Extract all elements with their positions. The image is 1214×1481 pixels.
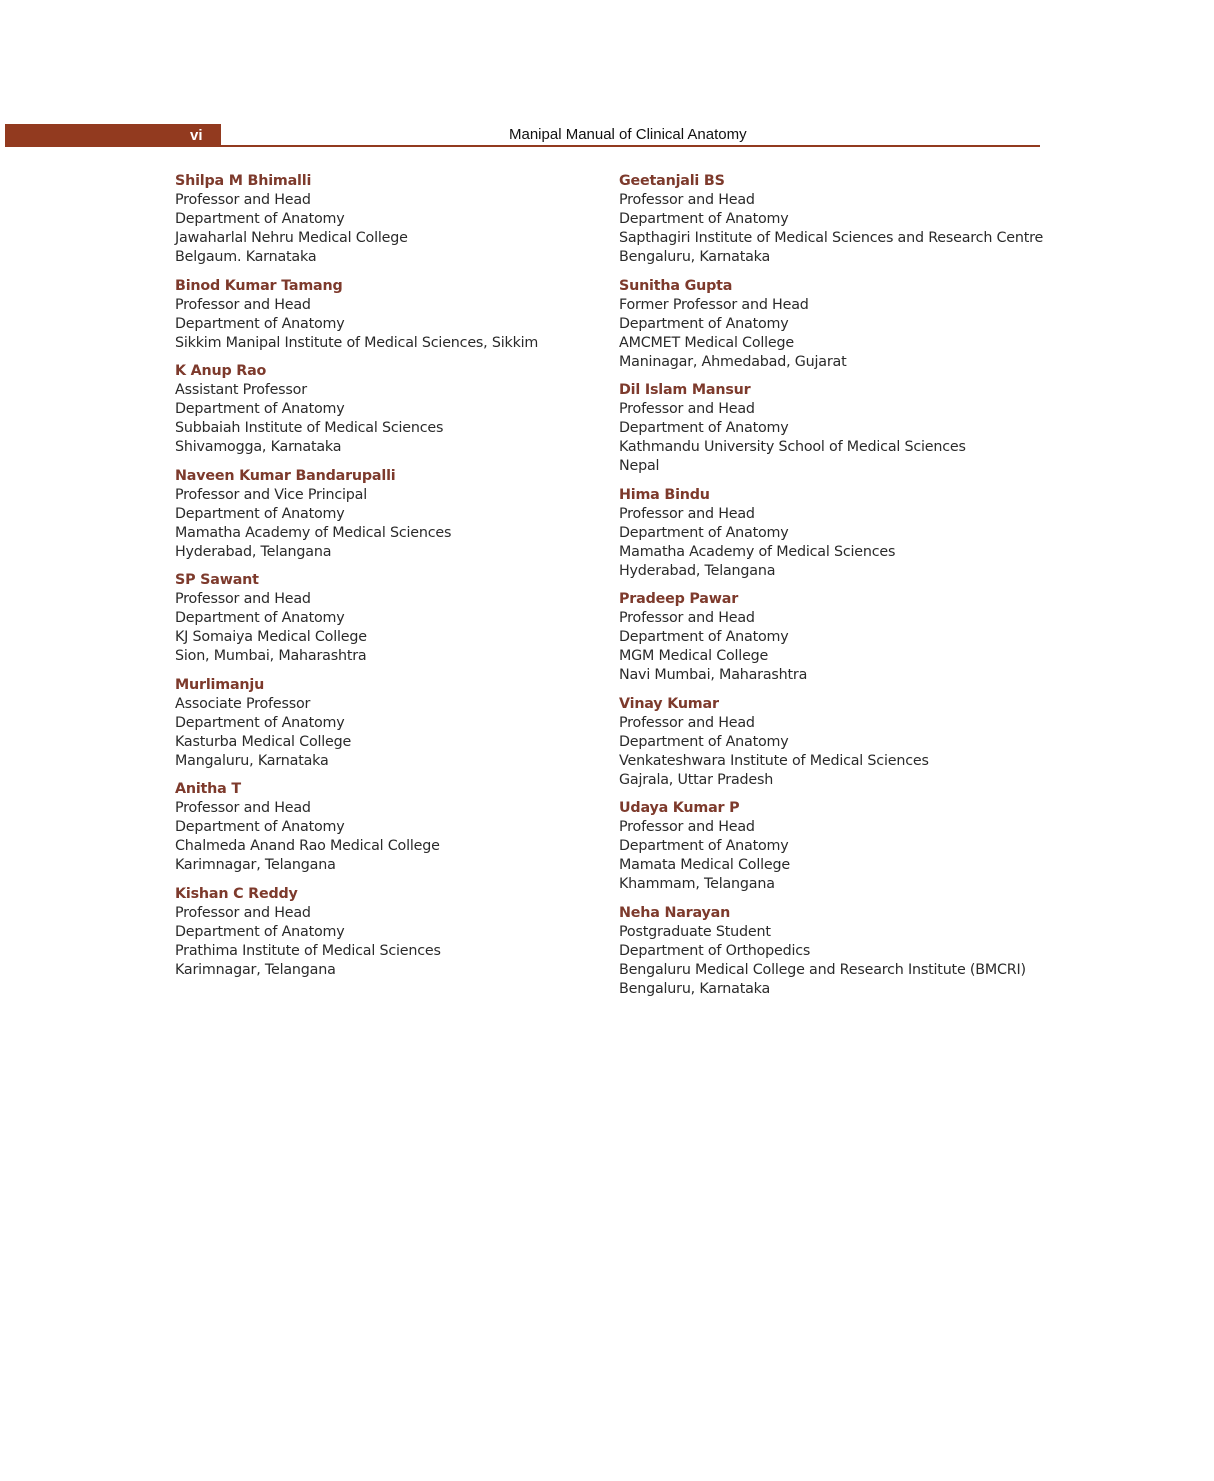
contributor-detail: Sion, Mumbai, Maharashtra <box>175 648 367 664</box>
contributor-detail: Kasturba Medical College <box>175 733 352 750</box>
header-rule <box>221 145 1040 147</box>
contributor-detail: Kathmandu University School of Medical Sciences <box>619 439 966 455</box>
contributor-detail: Associate Professor <box>175 695 311 712</box>
contributor-entry <box>175 277 538 353</box>
contributor-detail: Department of Anatomy <box>175 714 345 731</box>
contributor-detail: Professor and Head <box>619 819 755 835</box>
contributor-detail: Department of Anatomy <box>619 629 789 645</box>
contributor-detail: Postgraduate Student <box>619 923 771 940</box>
contributor-detail: Khammam, Telangana <box>619 876 775 892</box>
contributor-name: Naveen Kumar Bandarupalli <box>175 467 396 484</box>
contributor-detail: Venkateshwara Institute of Medical Sciences <box>619 752 929 769</box>
contributor-name: Neha Narayan <box>619 904 731 921</box>
contributor-detail: Professor and Head <box>175 296 311 313</box>
contributor-entry <box>619 172 1043 267</box>
contributor-detail: Karimnagar, Telangana <box>175 961 336 978</box>
contributor-detail: Department of Anatomy <box>619 524 789 541</box>
contributor-name: K Anup Rao <box>175 363 267 379</box>
contributor-entry <box>619 799 1043 894</box>
contributor-detail: Mangaluru, Karnataka <box>175 752 329 769</box>
contributor-detail: Department of Anatomy <box>175 315 345 332</box>
contributor-name: Vinay Kumar <box>619 695 719 712</box>
contributor-name: Binod Kumar Tamang <box>175 277 343 294</box>
contributor-detail: Prathima Institute of Medical Sciences <box>175 942 441 959</box>
contributor-entry <box>175 885 538 980</box>
page-number: vi <box>190 127 203 144</box>
contributor-detail: Professor and Head <box>619 505 755 522</box>
contributor-entry <box>175 172 538 267</box>
contributor-detail: Department of Anatomy <box>619 838 789 854</box>
contributor-name: Murlimanju <box>175 676 265 693</box>
left-column <box>175 172 538 989</box>
contributor-detail: Professor and Head <box>175 904 311 921</box>
contributor-entry <box>619 486 1043 581</box>
contributor-name: Hima Bindu <box>619 486 710 503</box>
contributor-detail: Bengaluru Medical College and Research Institute (BMCRI) <box>619 961 1026 978</box>
contributor-name: Shilpa M Bhimalli <box>175 173 312 189</box>
contributor-detail: Professor and Head <box>175 800 311 816</box>
contributor-detail: Jawaharlal Nehru Medical College <box>175 230 408 246</box>
contributor-detail: Sikkim Manipal Institute of Medical Sciences, Sikkim <box>175 334 539 351</box>
running-title: Manipal Manual of Clinical Anatomy <box>509 126 747 143</box>
contributor-entry <box>175 362 538 457</box>
contributor-detail: Department of Anatomy <box>619 733 789 750</box>
contributor-detail: Bengaluru, Karnataka <box>619 980 771 997</box>
contributor-detail: Department of Anatomy <box>175 819 345 835</box>
contributor-name: Kishan C Reddy <box>175 885 298 902</box>
contributor-entry <box>619 904 1043 999</box>
contributor-detail: Shivamogga, Karnataka <box>175 439 342 455</box>
contributor-detail: Nepal <box>619 458 660 474</box>
contributor-detail: Professor and Head <box>619 401 755 417</box>
contributor-detail: Bengaluru, Karnataka <box>619 249 771 265</box>
contributor-name: SP Sawant <box>175 572 259 588</box>
contributor-entry <box>619 277 1043 372</box>
contributor-detail: MGM Medical College <box>619 648 769 664</box>
contributor-entry <box>619 590 1043 685</box>
contributor-detail: Mamatha Academy of Medical Sciences <box>619 543 896 560</box>
contributor-detail: Hyderabad, Telangana <box>175 543 332 560</box>
contributor-detail: Maninagar, Ahmedabad, Gujarat <box>619 353 847 370</box>
contributor-detail: Department of Anatomy <box>175 610 345 626</box>
contributor-detail: Department of Anatomy <box>175 401 345 417</box>
contributor-entry <box>175 780 538 875</box>
contributor-name: Sunitha Gupta <box>619 277 733 294</box>
contributor-detail: Navi Mumbai, Maharashtra <box>619 667 808 683</box>
contributor-detail: Department of Anatomy <box>619 315 789 332</box>
contributor-detail: Chalmeda Anand Rao Medical College <box>175 838 440 854</box>
contributor-entry <box>175 467 538 562</box>
contributor-name: Geetanjali BS <box>619 173 725 189</box>
contributor-detail: Subbaiah Institute of Medical Sciences <box>175 420 444 436</box>
contributor-detail: Department of Anatomy <box>175 505 345 522</box>
contributor-detail: Department of Anatomy <box>175 923 345 940</box>
contributor-detail: Hyderabad, Telangana <box>619 562 776 579</box>
contributor-detail: Professor and Head <box>175 591 311 607</box>
contributor-detail: Mamatha Academy of Medical Sciences <box>175 524 452 541</box>
contributor-detail: Sapthagiri Institute of Medical Sciences and Research Centre <box>619 230 1044 246</box>
contributor-entry <box>175 676 538 771</box>
contributor-detail: Belgaum. Karnataka <box>175 249 317 265</box>
contributor-detail: Professor and Head <box>175 192 311 208</box>
contributor-detail: Professor and Head <box>619 610 755 626</box>
contributor-entry <box>619 381 1043 476</box>
contributor-detail: Mamata Medical College <box>619 857 790 873</box>
contributor-detail: AMCMET Medical College <box>619 334 795 351</box>
contributor-detail: Department of Anatomy <box>619 211 789 227</box>
contributor-name: Udaya Kumar P <box>619 800 740 816</box>
contributor-entry <box>619 695 1043 790</box>
contributor-detail: Former Professor and Head <box>619 296 809 313</box>
contributor-detail: Professor and Head <box>619 714 755 731</box>
contributor-detail: KJ Somaiya Medical College <box>175 629 367 645</box>
right-column <box>619 172 1043 1008</box>
contributor-name: Anitha T <box>175 781 241 797</box>
contributor-detail: Assistant Professor <box>175 382 307 398</box>
contributor-name: Dil Islam Mansur <box>619 382 751 398</box>
header-bar <box>5 124 221 147</box>
contributor-detail: Department of Anatomy <box>619 420 789 436</box>
contributor-detail: Professor and Head <box>619 192 755 208</box>
contributor-detail: Department of Anatomy <box>175 211 345 227</box>
contributor-detail: Professor and Vice Principal <box>175 486 367 503</box>
contributor-entry <box>175 571 538 666</box>
contributor-name: Pradeep Pawar <box>619 591 739 607</box>
contributor-detail: Gajrala, Uttar Pradesh <box>619 771 774 788</box>
contributor-detail: Department of Orthopedics <box>619 942 811 959</box>
contributor-detail: Karimnagar, Telangana <box>175 857 336 873</box>
